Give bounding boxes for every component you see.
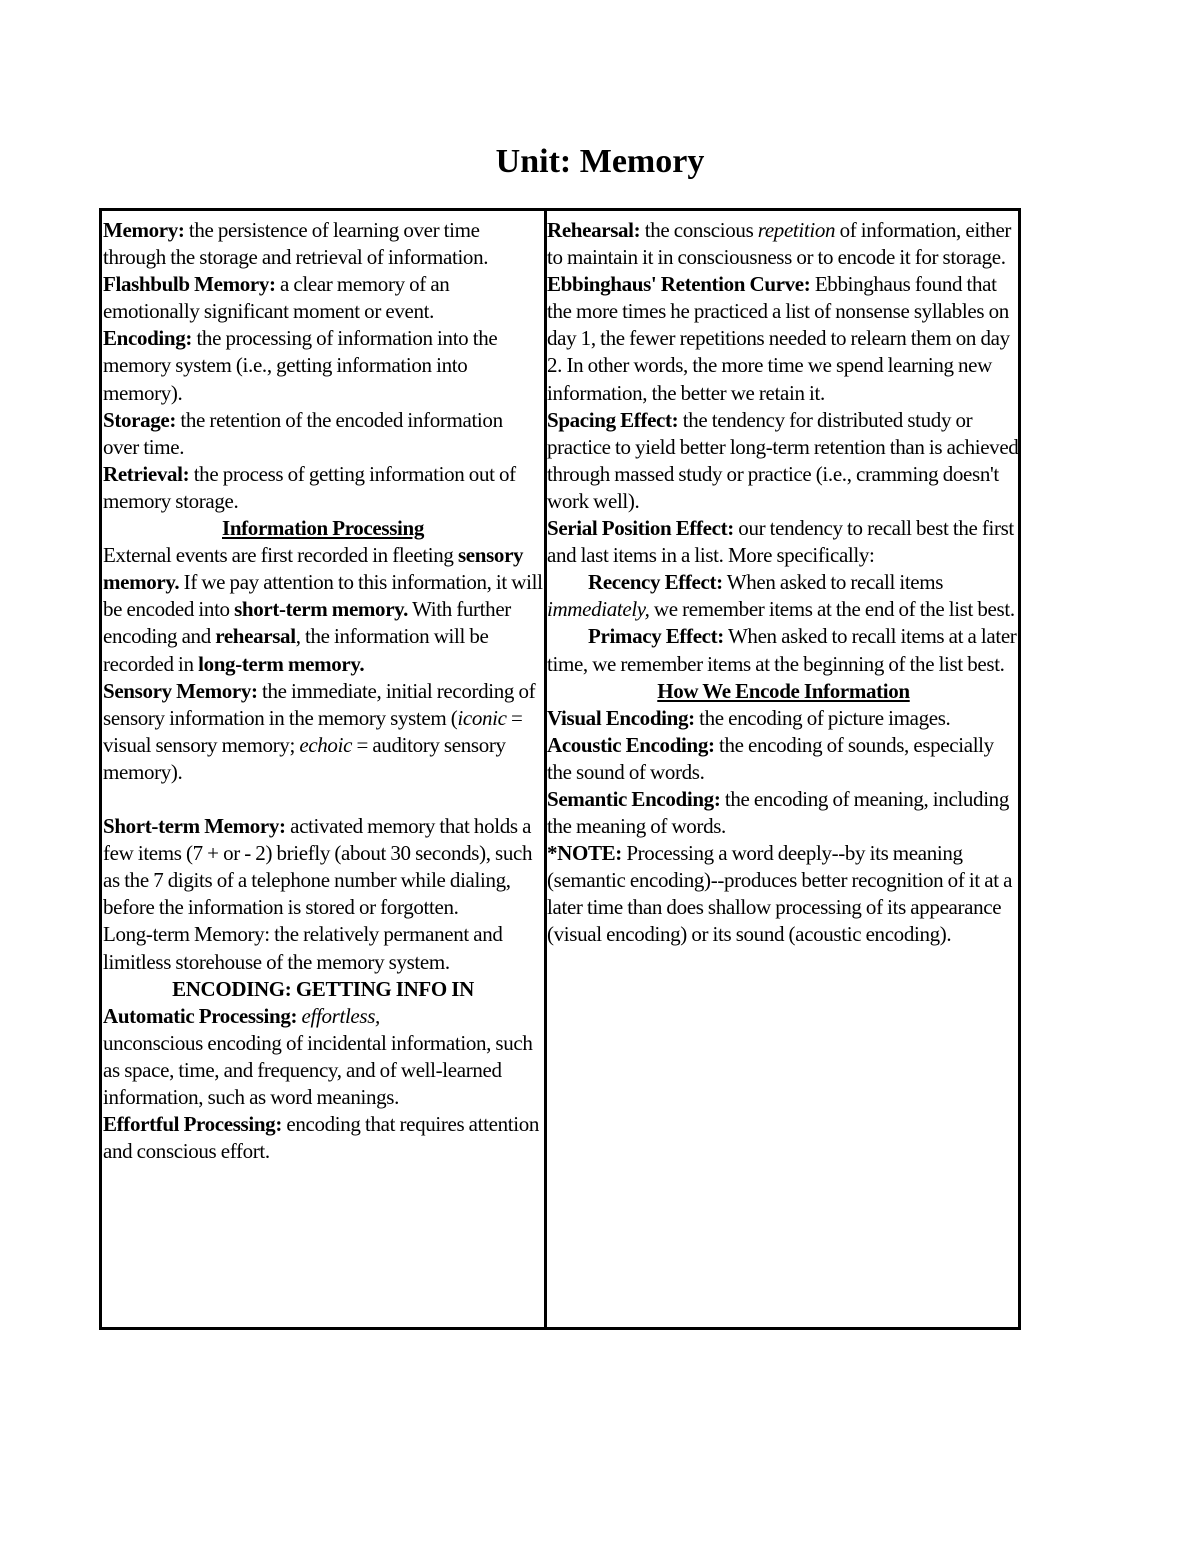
def-semantic-encoding: the encoding of meaning, including the meaning of words. (547, 786, 1009, 839)
definition-ebbinghaus (547, 271, 1020, 406)
term-rehearsal: Rehearsal: (547, 218, 641, 242)
term-recency-effect: Recency Effect: (588, 570, 723, 595)
def-storage: the retention of the encoded information over time. (103, 407, 503, 459)
def-ebbinghaus: Ebbinghaus found that the more times he practiced a list of nonsense syllables on day 1, the fewer repetitions needed to relearn them on day 2. In other words, the more time we spend learning new information, the better we retain it. (547, 272, 1010, 405)
def-effortful-processing: encoding that requires attention and conscious effort. (103, 1112, 540, 1164)
term-semantic-encoding: Semantic Encoding: (547, 786, 721, 811)
term-storage: Storage: (103, 407, 177, 432)
def-recency-effect: When asked to recall items (722, 570, 944, 595)
term-immediately: immediately, (547, 597, 650, 622)
definition-retrieval (103, 461, 543, 515)
def-short-term-memory: activated memory that holds a few items (7 + or - 2) briefly (about 30 seconds), such (103, 814, 533, 866)
definition-acoustic-encoding (547, 732, 1020, 786)
heading-information-processing (103, 515, 543, 542)
term-flashbulb-memory: Flashbulb Memory: (103, 272, 276, 297)
ip-short-term-memory: short-term memory. (234, 597, 409, 622)
definition-semantic-encoding (547, 786, 1020, 840)
definition-memory (103, 217, 543, 271)
definition-long-term-memory: Long-term Memory: the relatively permanent and limitless storehouse of the memory system. (103, 922, 503, 974)
term-visual-encoding: Visual Encoding: (547, 705, 695, 730)
def-visual-encoding: the encoding of picture images. (694, 705, 951, 730)
term-serial-position: Serial Position Effect: (547, 516, 734, 541)
definition-sensory-memory (103, 678, 543, 786)
heading-information-processing-text: Information Processing (222, 516, 424, 541)
note (547, 840, 1020, 948)
information-processing-paragraph (103, 542, 543, 677)
term-short-term-memory: Short-term Memory: (103, 814, 286, 839)
definition-flashbulb-memory (103, 271, 543, 325)
notes-table (99, 208, 1021, 1330)
ip-text: , the information will be recorded in (103, 624, 489, 676)
term-repetition: repetition (757, 218, 836, 242)
def-rehearsal: of information, either to maintain it in consciousness or to encode it for storage. (547, 218, 1012, 270)
definition-serial-position (547, 515, 1020, 569)
heading-how-we-encode-text: How We Encode Information (657, 678, 910, 703)
term-acoustic-encoding: Acoustic Encoding: (547, 732, 715, 757)
definition-recency-effect (547, 569, 1020, 623)
ip-sensory-memory: sensory memory. (103, 543, 524, 595)
page-title: Unit: Memory (495, 143, 705, 180)
term-automatic-processing: Automatic Processing: (103, 1003, 298, 1028)
def-spacing-effect: the tendency for distributed study or practice to yield better long-term retention than is achieved through massed study or practice (i.e., cramming doesn't work well). (547, 407, 1019, 513)
def-retrieval: the process of getting information out of memory storage. (103, 461, 516, 513)
ip-text: With further encoding and (103, 597, 511, 649)
def-memory: the persistence of learning over time through the storage and retrieval of information. (103, 218, 489, 270)
definition-primacy-effect (547, 623, 1020, 677)
def-serial-position: our tendency to recall best the first and last items in a list. More specifically: (547, 516, 1014, 568)
term-effortless: effortless, (297, 1003, 380, 1028)
definition-storage (103, 407, 543, 461)
definition-effortful-processing (103, 1111, 543, 1165)
definition-automatic-processing (103, 1003, 543, 1030)
note-text: Processing a word deeply--by its meaning (semantic encoding)--produces better recognition of it at a later time than does shallow processing of its appearance (visual encoding) or its sound (acoustic encoding). (547, 841, 1013, 947)
def-sensory-memory: = auditory sensory memory). (103, 732, 506, 784)
def-acoustic-encoding: the encoding of sounds, especially the sound of words. (547, 732, 994, 784)
term-encoding: Encoding: (103, 326, 193, 351)
term-memory: Memory: (103, 218, 185, 242)
ip-long-term-memory: long-term memory. (198, 651, 365, 676)
term-spacing-effect: Spacing Effect: (547, 407, 679, 432)
def-flashbulb-memory: a clear memory of an emotionally significant moment or event. (103, 272, 450, 324)
heading-encoding-text: ENCODING: GETTING INFO IN (172, 976, 474, 1001)
heading-how-we-encode (547, 678, 1020, 705)
right-column (547, 217, 1020, 949)
note-label: *NOTE: (547, 841, 622, 866)
term-retrieval: Retrieval: (103, 461, 190, 486)
def-rehearsal: the conscious (640, 218, 758, 242)
ip-text: If we pay attention to this information, it will be encoded into (103, 570, 543, 622)
term-primacy-effect: Primacy Effect: (588, 624, 724, 649)
term-echoic: echoic (299, 732, 353, 757)
def-primacy-effect: When asked to recall items at a later time, we remember items at the beginning of the list best. (547, 624, 1017, 676)
def-encoding: the processing of information into the memory system (i.e., getting information into memory). (103, 326, 498, 405)
definition-encoding (103, 325, 543, 406)
definition-automatic-processing-cont: unconscious encoding of incidental information, such as space, time, and frequency, and of well-learned information, such as word meanings. (103, 1030, 533, 1109)
heading-encoding (103, 976, 543, 1003)
ip-rehearsal: rehearsal (215, 624, 296, 649)
definition-spacing-effect (547, 407, 1020, 515)
term-iconic: iconic (457, 705, 507, 730)
term-effortful-processing: Effortful Processing: (103, 1112, 282, 1137)
def-sensory-memory: the immediate, initial recording of sensory information in the memory system ( (103, 678, 536, 730)
def-sensory-memory: = visual sensory memory; (103, 705, 523, 757)
definition-short-term-memory (103, 813, 543, 867)
blank-line (103, 786, 543, 813)
ip-text: External events are first recorded in fleeting (103, 543, 458, 568)
term-sensory-memory: Sensory Memory: (103, 678, 258, 703)
definition-short-term-memory-cont: as the 7 digits of a telephone number while dialing, before the information is stored or forgotten. (103, 868, 511, 920)
left-column (103, 217, 543, 1165)
definition-rehearsal (547, 217, 1020, 271)
definition-visual-encoding (547, 705, 1020, 732)
term-ebbinghaus: Ebbinghaus' Retention Curve: (547, 272, 811, 297)
def-recency-effect: we remember items at the end of the list best. (649, 597, 1015, 622)
